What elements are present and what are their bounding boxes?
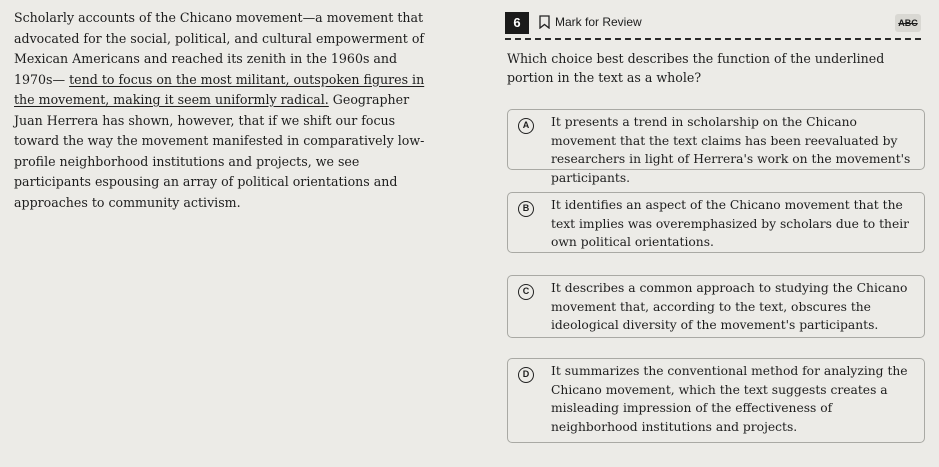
mark-for-review-label: Mark for Review xyxy=(555,15,642,29)
choice-text-c: It describes a common approach to studying the Chicano movement that, according to the text, obscures the ideological diversity of the movement's participants. xyxy=(551,281,908,333)
bookmark-icon xyxy=(539,15,550,29)
passage-text xyxy=(14,8,434,213)
question-prompt: Which choice best describes the function of the underlined portion in the text as a whole? xyxy=(507,51,885,85)
underlined-portion: tend to focus on the most militant, outspoken figures in the movement, making it seem uniformly radical. xyxy=(14,71,425,107)
answer-choice-c[interactable] xyxy=(507,275,925,338)
answer-choice-d[interactable] xyxy=(507,358,925,443)
choice-letter-b: B xyxy=(518,201,534,217)
passage-rest: Geographer Juan Herrera has shown, however, that if we shift our focus toward the way the movement manifested in comparatively low-profile neighborhood institutions and projects, we see participants espousing an array of political orientations and approaches to community activism. xyxy=(14,92,425,210)
answer-eliminator-button[interactable]: ABC xyxy=(895,14,921,32)
choice-text-d: It summarizes the conventional method for analyzing the Chicano movement, which the text suggests creates a misleading impression of the effectiveness of neighborhood institutions and projects. xyxy=(551,364,908,434)
answer-choice-b[interactable] xyxy=(507,192,925,253)
passage-intro: Scholarly accounts of the Chicano movement—a movement that advocated for the social, political, and cultural empowerment of Mexican Americans and reached its zenith in the 1960s and 1970s— xyxy=(14,10,425,87)
answer-choice-a[interactable] xyxy=(507,109,925,185)
choice-letter-d: D xyxy=(518,367,534,383)
question-header xyxy=(505,12,921,40)
mark-for-review-button[interactable] xyxy=(539,15,642,29)
choice-letter-c: C xyxy=(518,284,534,300)
choice-letter-a: A xyxy=(518,118,534,134)
question-number: 6 xyxy=(505,12,529,34)
choice-text-a: It presents a trend in scholarship on the Chicano movement that the text claims has been reevaluated by researchers in light of Herrera's work on the movement's participants. xyxy=(551,115,911,185)
choice-text-b: It identifies an aspect of the Chicano movement that the text implies was overemphasized by scholars due to their own political orientations. xyxy=(551,198,910,250)
